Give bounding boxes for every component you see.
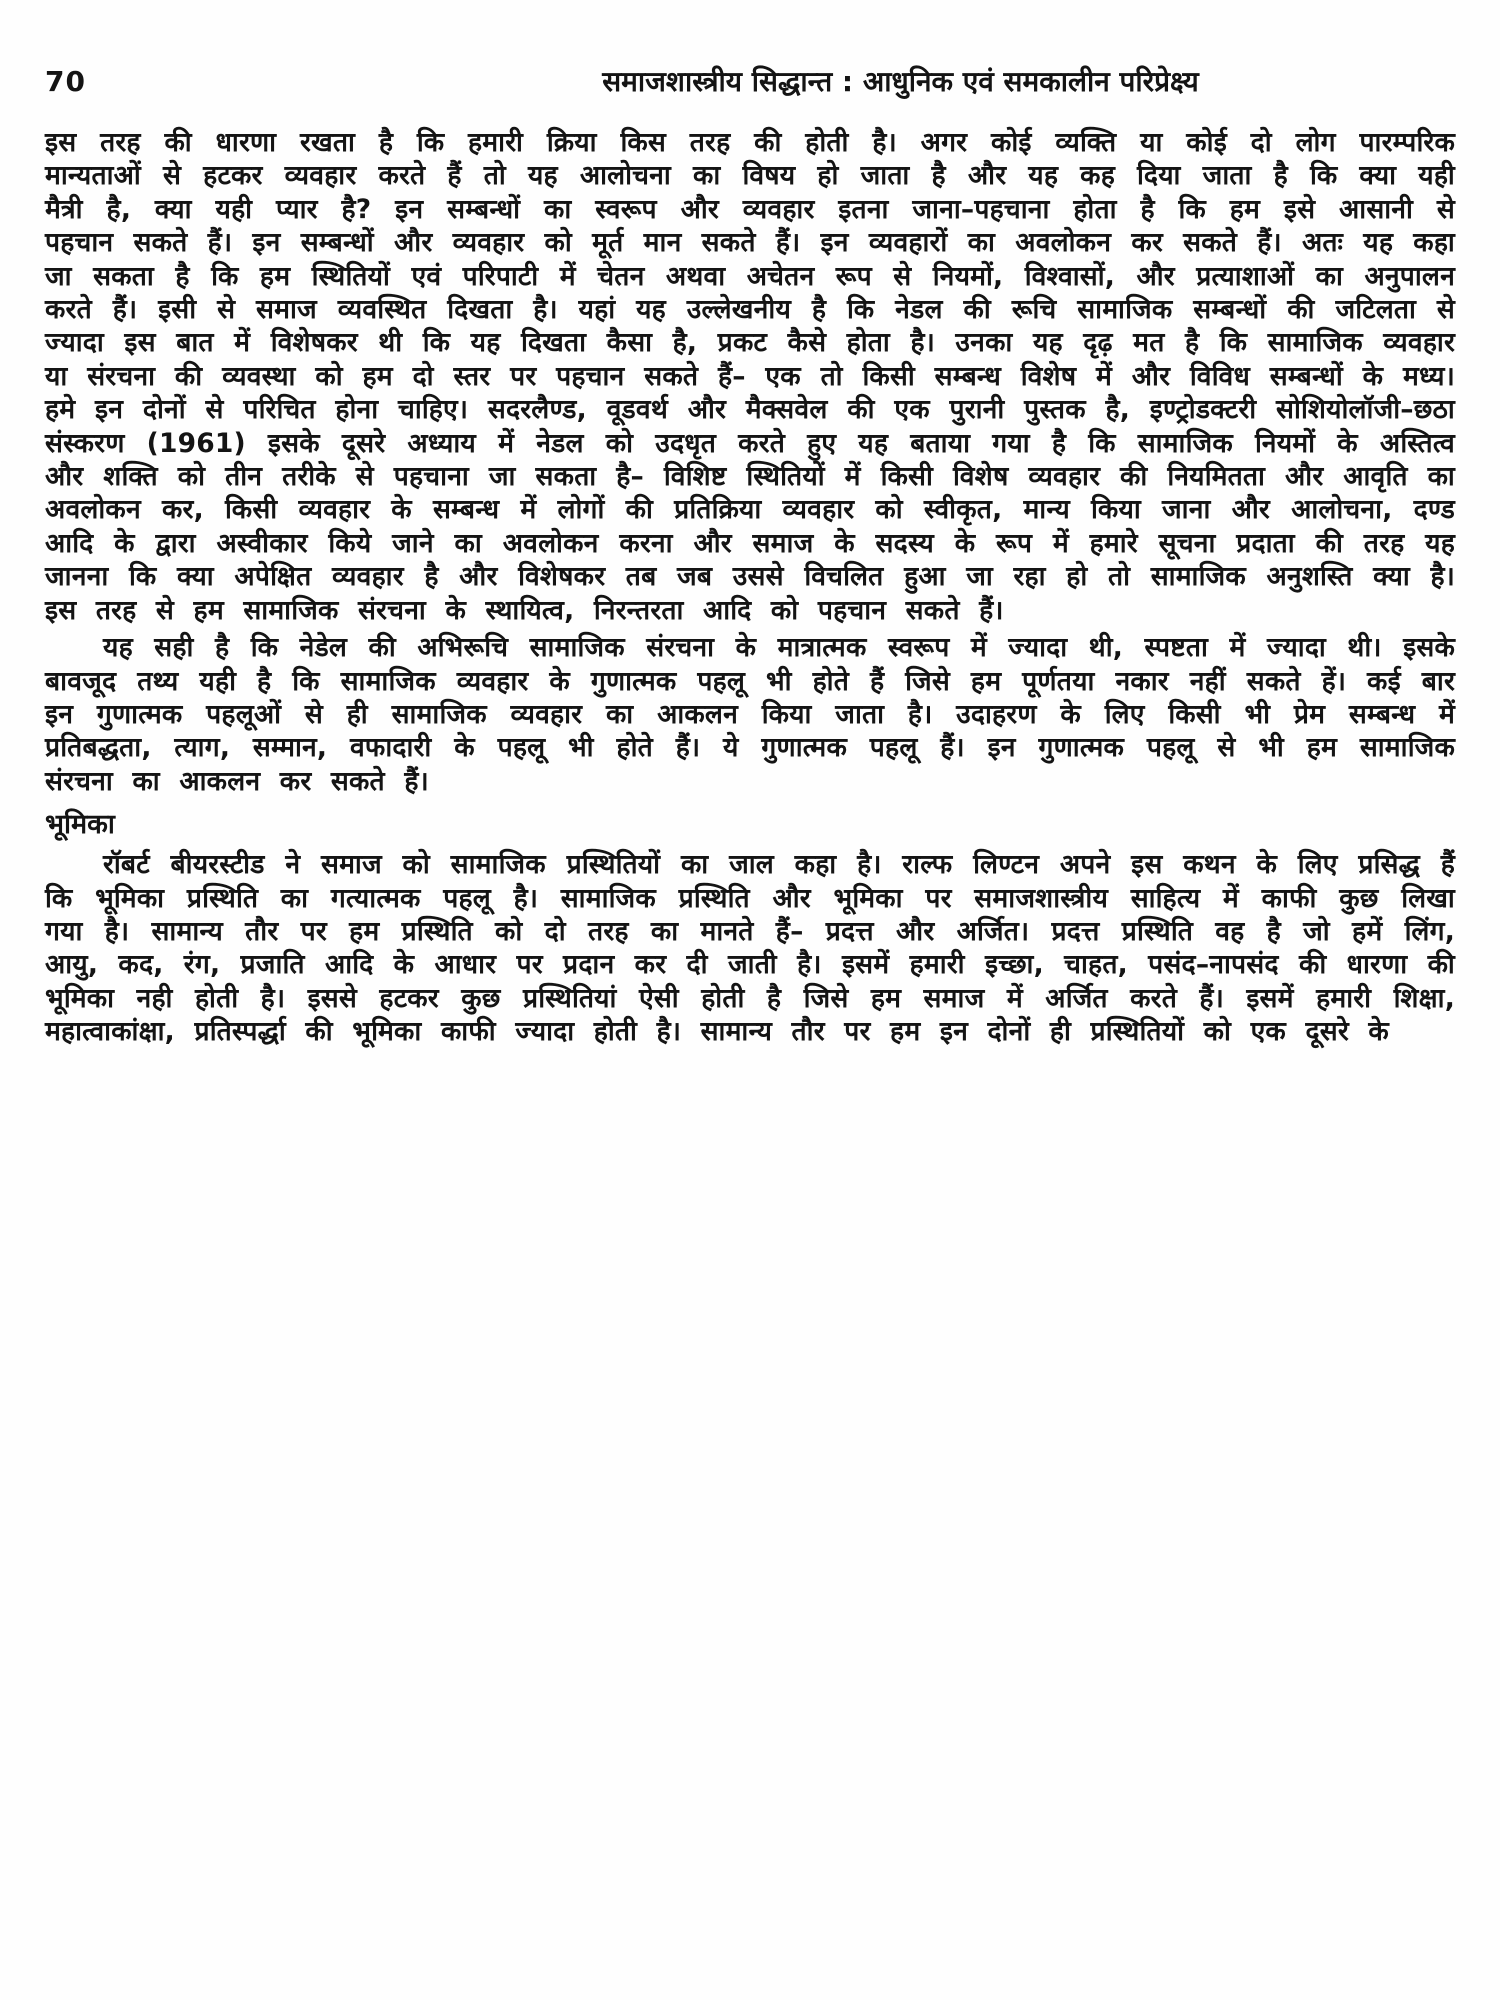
page-number: 70 (45, 65, 86, 98)
paragraph: यह सही है कि नेडेल की अभिरूचि सामाजिक संरचना के मात्रात्मक स्वरूप में ज्यादा थी, स्पष्टता में ज्यादा थी। इसके बावजूद तथ्य यही है कि सामाजिक व्यवहार के गुणात्मक पहलू भी होते हैं जिसे हम पूर्णतया नकार नहीं सकते हें। कई बार इन गुणात्मक पहलूओं से ही सामाजिक व्यवहार का आकलन किया जाता है। उदाहरण के लिए किसी भी प्रेम सम्बन्ध में प्रतिबद्धता, त्याग, सम्मान, वफादारी के पहलू भी होते हैं। ये गुणात्मक पहलू हैं। इन गुणात्मक पहलू से भी हम सामाजिक संरचना का आकलन कर सकते हैं। (45, 632, 1455, 797)
running-head-title: समाजशास्त्रीय सिद्धान्त : आधुनिक एवं समकालीन परिप्रेक्ष्य (602, 65, 1199, 98)
page-header (45, 62, 1455, 100)
paragraph: रॉबर्ट बीयरस्टीड ने समाज को सामाजिक प्रस्थितियों का जाल कहा है। राल्फ लिण्टन अपने इस कथन के लिए प्रसिद्ध हैं कि भूमिका प्रस्थिति का गत्यात्मक पहलू है। सामाजिक प्रस्थिति और भूमिका पर समाजशास्त्रीय साहित्य में काफी कुछ लिखा गया है। सामान्य तौर पर हम प्रस्थिति को दो तरह का मानते हैं– प्रदत्त और अर्जित। प्रदत्त प्रस्थिति वह है जो हमें लिंग, आयु, कद, रंग, प्रजाति आदि के आधार पर प्रदान कर दी जाती है। इसमें हमारी इच्छा, चाहत, पसंद–नापसंद की धारणा की भूमिका नही होती है। इससे हटकर कुछ प्रस्थितियां ऐसी होती है जिसे हम समाज में अर्जित करते हैं। इसमें हमारी शिक्षा, महात्वाकांक्षा, प्रतिस्पर्द्धा की भूमिका काफी ज्यादा होती है। सामान्य तौर पर हम इन दोनों ही प्रस्थितियों को एक दूसरे के (45, 849, 1455, 1048)
section-heading: भूमिका (45, 809, 115, 841)
paragraph-continuation: इस तरह की धारणा रखता है कि हमारी क्रिया किस तरह की होती है। अगर कोई व्यक्ति या कोई दो लोग पारम्परिक मान्यताओं से हटकर व्यवहार करते हैं तो यह आलोचना का विषय हो जाता है और यह कह दिया जाता है कि क्या यही मैत्री है, क्या यही प्यार है? इन सम्बन्धों का स्वरूप और व्यवहार इतना जाना–पहचाना होता है कि हम इसे आसानी से पहचान सकते हैं। इन सम्बन्धों और व्यवहार को मूर्त मान सकते हैं। इन व्यवहारों का अवलोकन कर सकते हैं। अतः यह कहा जा सकता है कि हम स्थितियों एवं परिपाटी में चेतन अथवा अचेतन रूप से नियमों, विश्वासों, और प्रत्याशाओं का अनुपालन करते हैं। इसी से समाज व्यवस्थित दिखता है। यहां यह उल्लेखनीय है कि नेडल की रूचि सामाजिक सम्बन्धों की जटिलता से ज्यादा इस बात में विशेषकर थी कि यह दिखता कैसा है, प्रकट कैसे होता है। उनका यह दृढ़ मत है कि सामाजिक व्यवहार या संरचना की व्यवस्था को हम दो स्तर पर पहचान सकते हैं– एक तो किसी सम्बन्ध विशेष में और विविध सम्बन्धों के मध्य। हमे इन दोनों से परिचित होना चाहिए। सदरलैण्ड, वूडवर्थ और मैक्सवेल की एक पुरानी पुस्तक है, इण्ट्रोडक्टरी सोशियोलॉजी–छठा संस्करण (1961) इसके दूसरे अध्याय में नेडल को उदधृत करते हुए यह बताया गया है कि सामाजिक नियमों के अस्तित्व और शक्ति को तीन तरीके से पहचाना जा सकता है– विशिष्ट स्थितियों में किसी विशेष व्यवहार की नियमितता और आवृति का अवलोकन कर, किसी व्यवहार के सम्बन्ध में लोगों की प्रतिक्रिया व्यवहार को स्वीकृत, मान्य किया जाना और आलोचना, दण्ड आदि के द्वारा अस्वीकार किये जाने का अवलोकन करना और समाज के सदस्य के रूप में हमारे सूचना प्रदाता की तरह यह जानना कि क्या अपेक्षित व्यवहार है और विशेषकर तब जब उससे विचलित हुआ जा रहा हो तो सामाजिक अनुशस्ति क्या है। इस तरह से हम सामाजिक संरचना के स्थायित्व, निरन्तरता आदि को पहचान सकते हैं। (45, 127, 1455, 626)
